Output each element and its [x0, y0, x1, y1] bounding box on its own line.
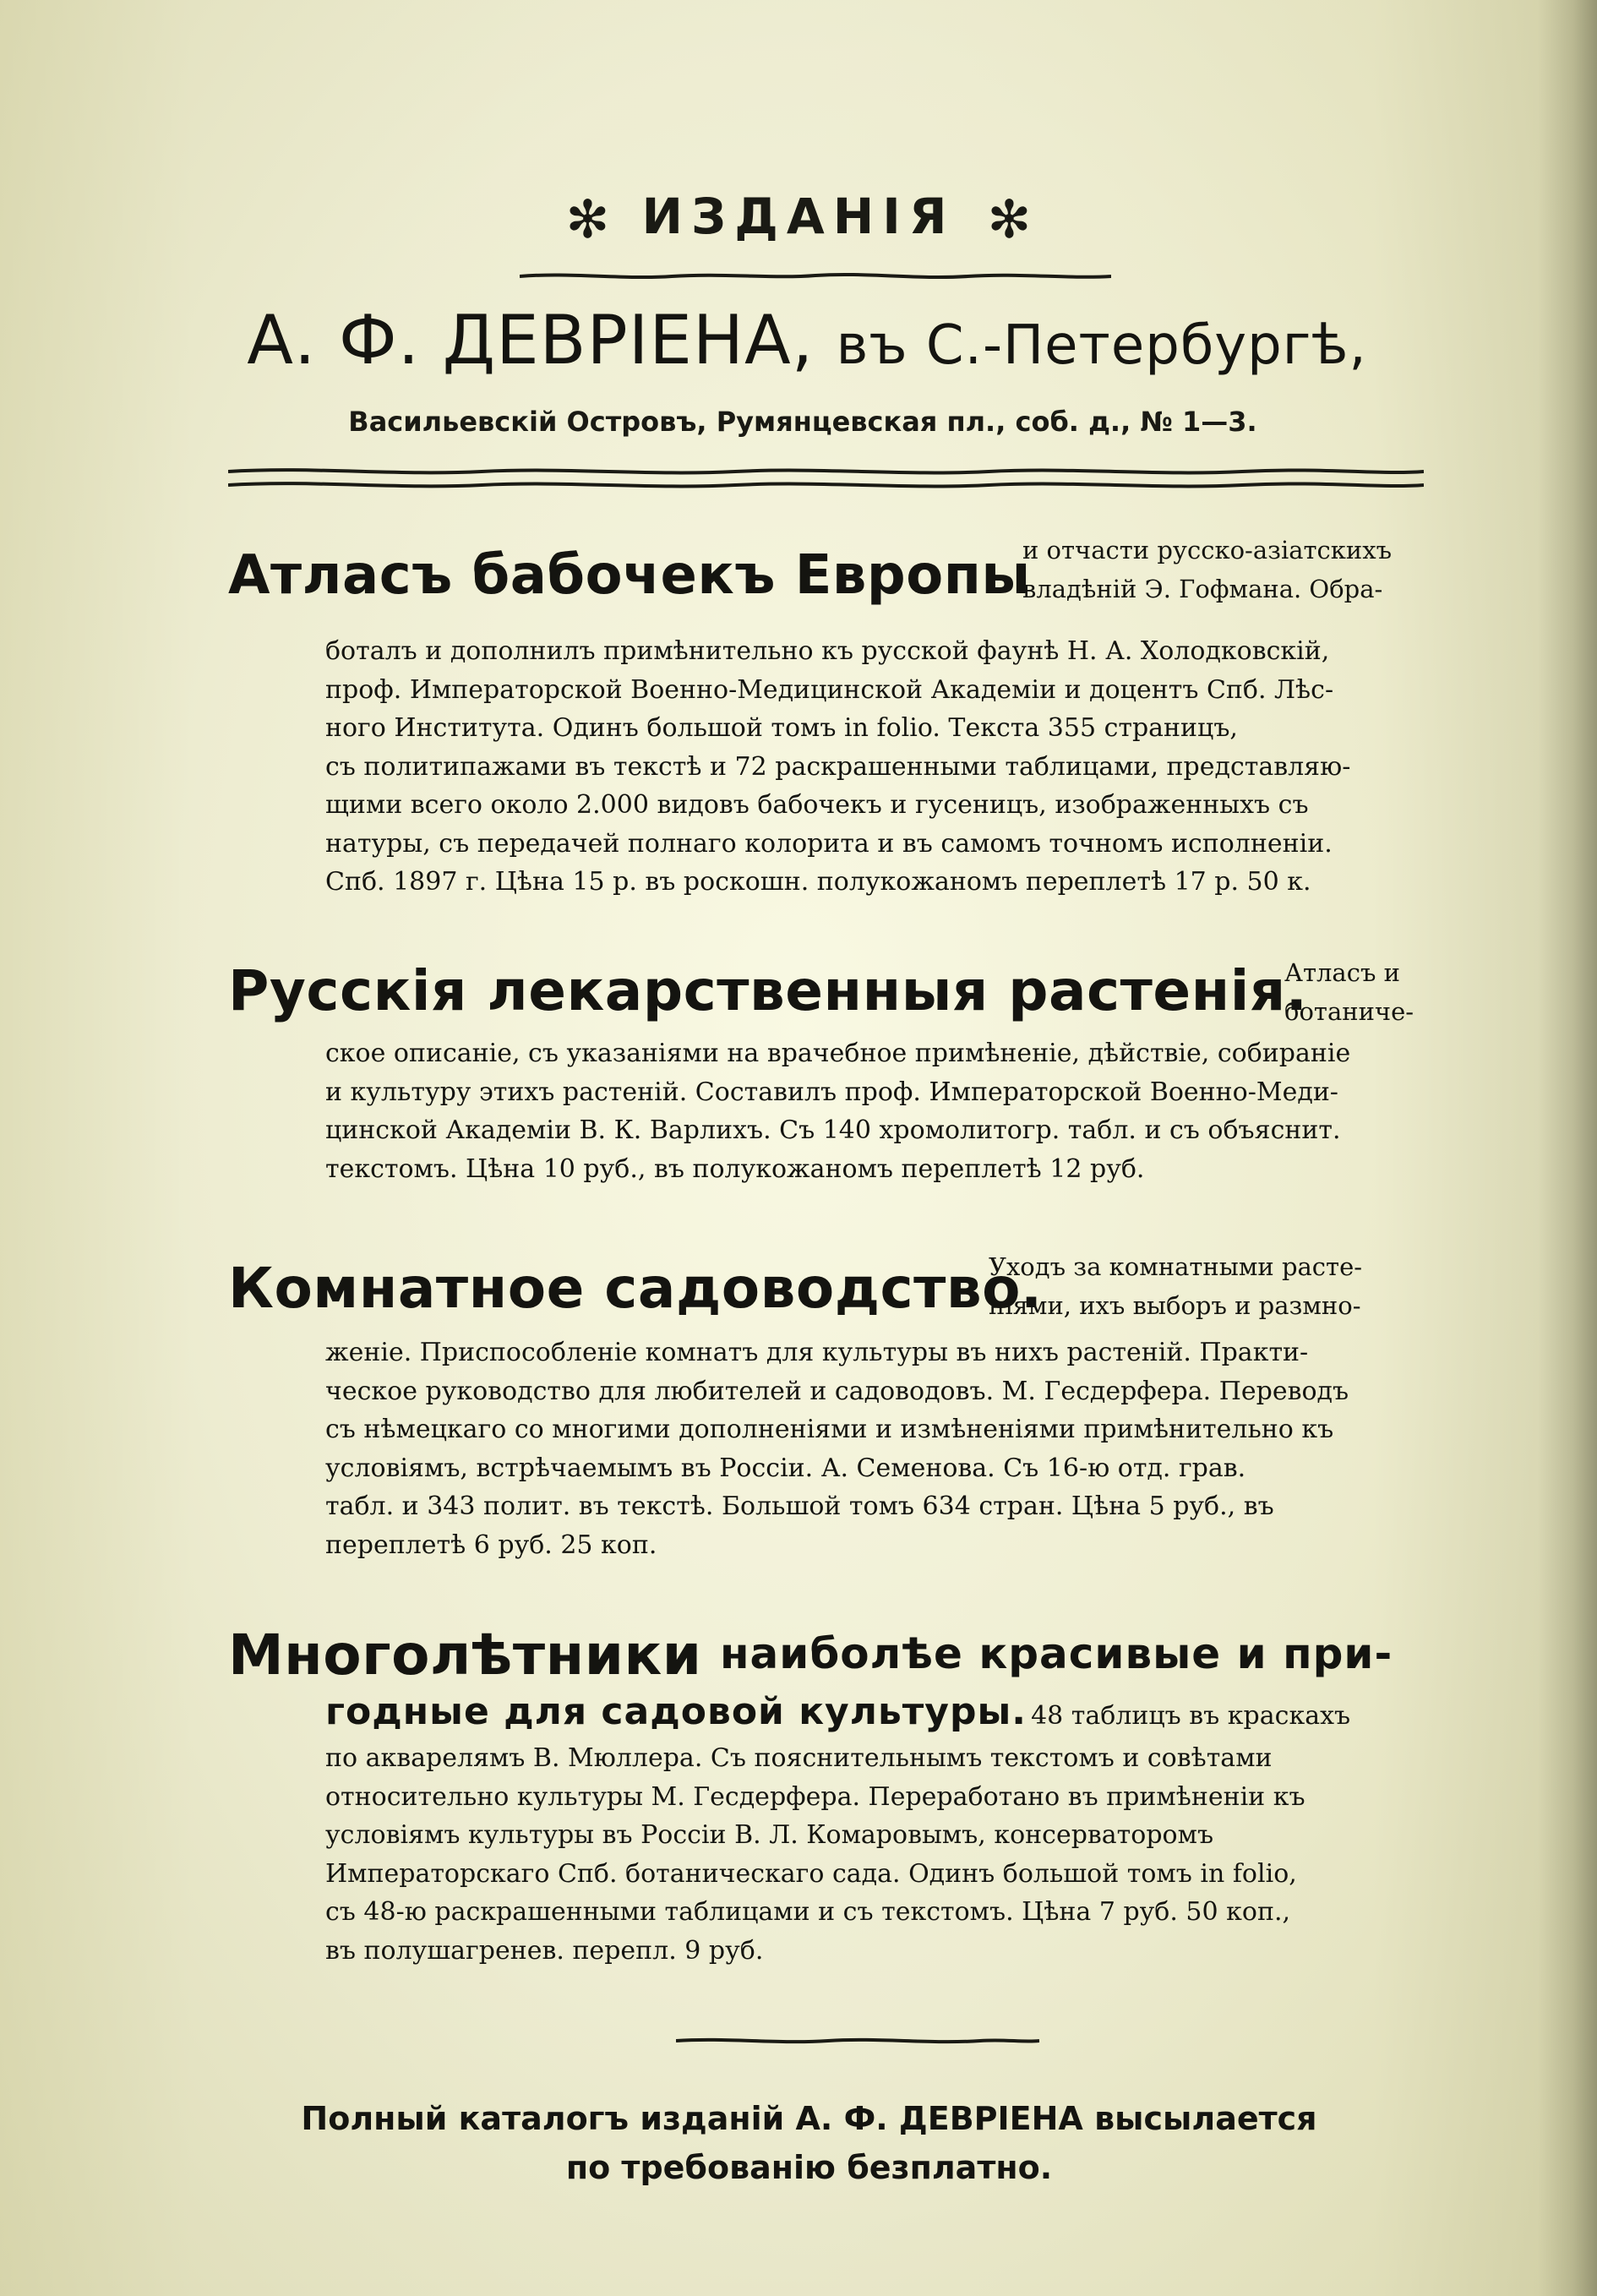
entry-body: [228, 632, 1428, 902]
publisher-city: въ С.-Петербургѣ,: [836, 314, 1367, 377]
entry-body-line: условіямъ культуры въ Россіи В. Л. Комаровымъ, консерваторомъ: [325, 1820, 1214, 1850]
entry-body-line: табл. и 343 полит. въ текстѣ. Большой томъ 634 стран. Цѣна 5 руб., въ: [325, 1492, 1274, 1521]
footer-line: по требованію безплатно.: [565, 2149, 1053, 2186]
entry-subtitle-line: [228, 1690, 1428, 1739]
entry-body: [228, 1333, 1428, 1564]
title-underline-rule: [520, 269, 1111, 284]
catalog-entry: [228, 1241, 1428, 1564]
entry-subtitle: наиболѣе красивые и при-: [720, 1629, 1393, 1678]
header-double-rule: [228, 463, 1424, 494]
entry-side-line: ніями, ихъ выборъ и размно-: [989, 1291, 1361, 1320]
header-title-text: ИЗДАНІЯ: [641, 188, 956, 245]
entry-body-line: ного Института. Одинъ большой томъ in folio. Текста 355 страницъ,: [325, 713, 1238, 743]
entry-side-line: и отчасти русско-азіатскихъ: [1022, 536, 1393, 564]
entry-side-text: [989, 1247, 1428, 1325]
entry-body-line: по акварелямъ В. Мюллера. Съ пояснительнымъ текстомъ и совѣтами: [325, 1743, 1273, 1773]
entry-body-line: условіямъ, встрѣчаемымъ въ Россіи. А. Семенова. Съ 16-ю отд. грав.: [325, 1453, 1246, 1483]
entry-side-text: [1284, 953, 1428, 1031]
entry-side-text: [1022, 531, 1428, 608]
entry-body-line: ское описаніе, съ указаніями на врачебное примѣненіе, дѣйствіе, собираніе: [325, 1039, 1351, 1068]
entry-body-line: Спб. 1897 г. Цѣна 15 р. въ роскошн. полукожаномъ переплетѣ 17 р. 50 к.: [325, 867, 1311, 897]
footer-note: [0, 2094, 1597, 2192]
catalog-entry: [228, 946, 1428, 1188]
entry-body-line: женіе. Приспособленіе комнатъ для культуры въ нихъ растеній. Практи-: [325, 1338, 1309, 1367]
entry-side-line: Атласъ и: [1284, 958, 1400, 987]
entry-body-line: щими всего около 2.000 видовъ бабочекъ и гусеницъ, изображенныхъ съ: [325, 790, 1309, 820]
header-title: [0, 188, 1597, 250]
entry-body-line: боталъ и дополнилъ примѣнительно къ русской фаунѣ Н. А. Холодковскій,: [325, 636, 1330, 666]
footer-line: Полный каталогъ изданій А. Ф. ДЕВРІЕНА высылается: [301, 2100, 1317, 2137]
asterisk-ornament-icon: ✻: [565, 188, 610, 251]
entry-title: Русскія лекарственныя растенія.: [228, 958, 1308, 1023]
entry-body: [228, 1034, 1428, 1188]
entry-body-line: переплетѣ 6 руб. 25 коп.: [325, 1530, 657, 1560]
entry-body: [228, 1739, 1428, 1970]
entry-body-line: проф. Императорской Военно-Медицинской Академіи и доцентъ Спб. Лѣс-: [325, 674, 1334, 705]
entry-title: Многолѣтники: [228, 1622, 702, 1688]
entry-body-line: съ 48-ю раскрашенными таблицами и съ текстомъ. Цѣна 7 руб. 50 коп.,: [325, 1897, 1291, 1927]
entry-side-line: владѣній Э. Гофмана. Обра-: [1022, 575, 1383, 603]
publisher-name: А. Ф. ДЕВРІЕНА,: [247, 301, 815, 379]
entry-body-line: текстомъ. Цѣна 10 руб., въ полукожаномъ переплетѣ 12 руб.: [325, 1153, 1145, 1184]
footer-rule: [676, 2035, 1039, 2047]
entry-body-line: Императорскаго Спб. ботаническаго сада. Одинъ большой томъ in folio,: [325, 1858, 1297, 1889]
entry-body-line: ческое руководство для любителей и садоводовъ. М. Гесдерфера. Переводъ: [325, 1376, 1349, 1406]
entry-subtitle-continuation: годные для садовой культуры.: [325, 1690, 1027, 1733]
catalog-entry: [228, 524, 1428, 902]
entry-side-line: Уходъ за комнатными расте-: [989, 1252, 1363, 1281]
entry-body-line: и культуру этихъ растеній. Составилъ проф. Императорской Военно-Меди-: [325, 1077, 1338, 1107]
entry-body-line: съ политипажами въ текстѣ и 72 раскрашенными таблицами, представляю-: [325, 751, 1351, 782]
publisher-address: Васильевскій Островъ, Румянцевская пл., соб. д., № 1—3.: [348, 406, 1257, 438]
asterisk-ornament-icon: ✻: [987, 188, 1032, 251]
entry-body-line: цинской Академіи В. К. Варлихъ. Съ 140 хромолитогр. табл. и съ объяснит.: [325, 1115, 1341, 1145]
entry-body-line: натуры, съ передачей полнаго колорита и въ самомъ точномъ исполненіи.: [325, 828, 1333, 859]
entry-subtitle-tail: 48 таблицъ въ краскахъ: [1031, 1701, 1351, 1731]
entry-body-line: относительно культуры М. Гесдерфера. Переработано въ примѣненіи къ: [325, 1781, 1305, 1812]
catalog-entry: [228, 1622, 1428, 1970]
entry-side-line: ботаниче-: [1284, 997, 1414, 1026]
entry-body-line: въ полушагренев. перепл. 9 руб.: [325, 1935, 764, 1966]
publisher-line: [0, 301, 1597, 379]
entry-title: Комнатное садоводство.: [228, 1256, 1043, 1321]
entry-title: Атласъ бабочекъ Европы: [228, 544, 1031, 607]
entry-body-line: съ нѣмецкаго со многими дополненіями и измѣненіями примѣнительно къ: [325, 1415, 1334, 1444]
